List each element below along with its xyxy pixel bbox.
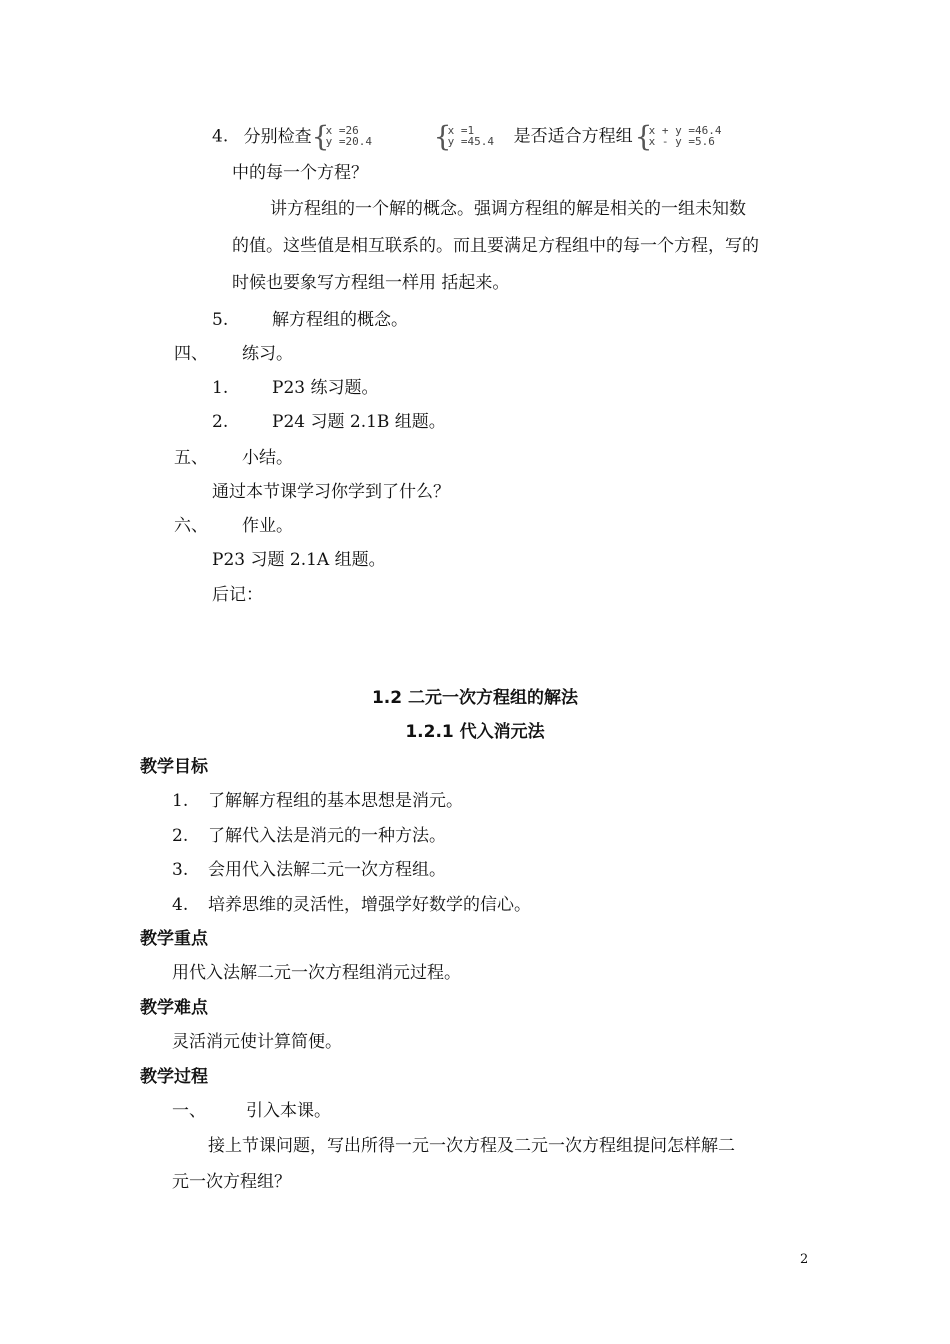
section-4-number: 四、 bbox=[174, 344, 208, 364]
practice-1-text: P23 练习题。 bbox=[272, 378, 379, 398]
section-6-title: 作业。 bbox=[242, 516, 293, 536]
difficulty-text: 灵活消元使计算简便。 bbox=[172, 1032, 342, 1052]
item-4-continuation: 中的每一个方程？ bbox=[232, 163, 368, 183]
explain-line-3: 时候也要象写方程组一样用 括起来。 bbox=[232, 273, 510, 293]
system-2-eq1: x =1 bbox=[447, 124, 475, 137]
goal-3-text: 会用代入法解二元一次方程组。 bbox=[208, 860, 446, 880]
section-heading: 1.2 二元一次方程组的解法 bbox=[371, 688, 579, 708]
goal-4-text: 培养思维的灵活性，增强学好数学的信心。 bbox=[208, 895, 531, 915]
system-1-eq1: x =26 bbox=[325, 124, 359, 137]
step-1-number: 一、 bbox=[172, 1101, 206, 1121]
goal-2-number: 2. bbox=[172, 826, 189, 846]
item-4-number: 4. bbox=[212, 126, 229, 147]
section-6-number: 六、 bbox=[174, 516, 208, 536]
keypoint-label: 教学重点 bbox=[140, 929, 208, 949]
section-4-title: 练习。 bbox=[242, 344, 293, 364]
goal-2-text: 了解代入法是消元的一种方法。 bbox=[208, 826, 446, 846]
practice-2-text: P24 习题 2.1B 组题。 bbox=[272, 412, 446, 432]
equation-system-2: { x =1 y =45.4 bbox=[433, 120, 494, 153]
item-5-text: 解方程组的概念。 bbox=[272, 310, 408, 330]
goal-4-number: 4. bbox=[172, 895, 189, 915]
system-1-eq2: y =20.4 bbox=[325, 135, 372, 148]
difficulty-label: 教学难点 bbox=[140, 998, 208, 1018]
section-5-title: 小结。 bbox=[242, 448, 293, 468]
section-5-number: 五、 bbox=[174, 448, 208, 468]
item-5-number: 5. bbox=[212, 310, 229, 330]
goals-label: 教学目标 bbox=[140, 757, 208, 777]
practice-2-number: 2. bbox=[212, 412, 229, 432]
postscript-label: 后记： bbox=[212, 585, 263, 605]
keypoint-text: 用代入法解二元一次方程组消元过程。 bbox=[172, 963, 461, 983]
summary-text: 通过本节课学习你学到了什么？ bbox=[212, 482, 450, 502]
step-1-title: 引入本课。 bbox=[246, 1101, 331, 1121]
practice-1-number: 1. bbox=[212, 378, 229, 398]
equation-system-3: { x + y =46.4 x - y =5.6 bbox=[634, 120, 722, 153]
item-4-text-b: 是否适合方程组 bbox=[513, 126, 633, 147]
explain-line-1: 讲方程组的一个解的概念。强调方程组的解是相关的一组未知数 bbox=[270, 199, 746, 219]
system-3-eq2: x - y =5.6 bbox=[648, 135, 715, 148]
goal-1-number: 1. bbox=[172, 791, 189, 811]
explain-line-2: 的值。这些值是相互联系的。而且要满足方程组中的每一个方程，写的 bbox=[232, 236, 759, 256]
goal-3-number: 3. bbox=[172, 860, 189, 880]
process-para-line-1: 接上节课问题，写出所得一元一次方程及二元一次方程组提问怎样解二 bbox=[208, 1136, 735, 1156]
section-subheading: 1.2.1 代入消元法 bbox=[405, 722, 545, 742]
system-3-eq1: x + y =46.4 bbox=[648, 124, 722, 137]
item-4-text: 分别检查 bbox=[243, 126, 312, 147]
equation-system-1: { x =26 y =20.4 bbox=[311, 120, 372, 153]
process-para-line-2: 元一次方程组？ bbox=[172, 1172, 291, 1192]
homework-text: P23 习题 2.1A 组题。 bbox=[212, 550, 386, 570]
goal-1-text: 了解解方程组的基本思想是消元。 bbox=[208, 791, 463, 811]
item-4-line bbox=[212, 120, 761, 153]
system-2-eq2: y =45.4 bbox=[447, 135, 494, 148]
process-label: 教学过程 bbox=[140, 1067, 208, 1087]
page-number: 2 bbox=[800, 1252, 809, 1267]
